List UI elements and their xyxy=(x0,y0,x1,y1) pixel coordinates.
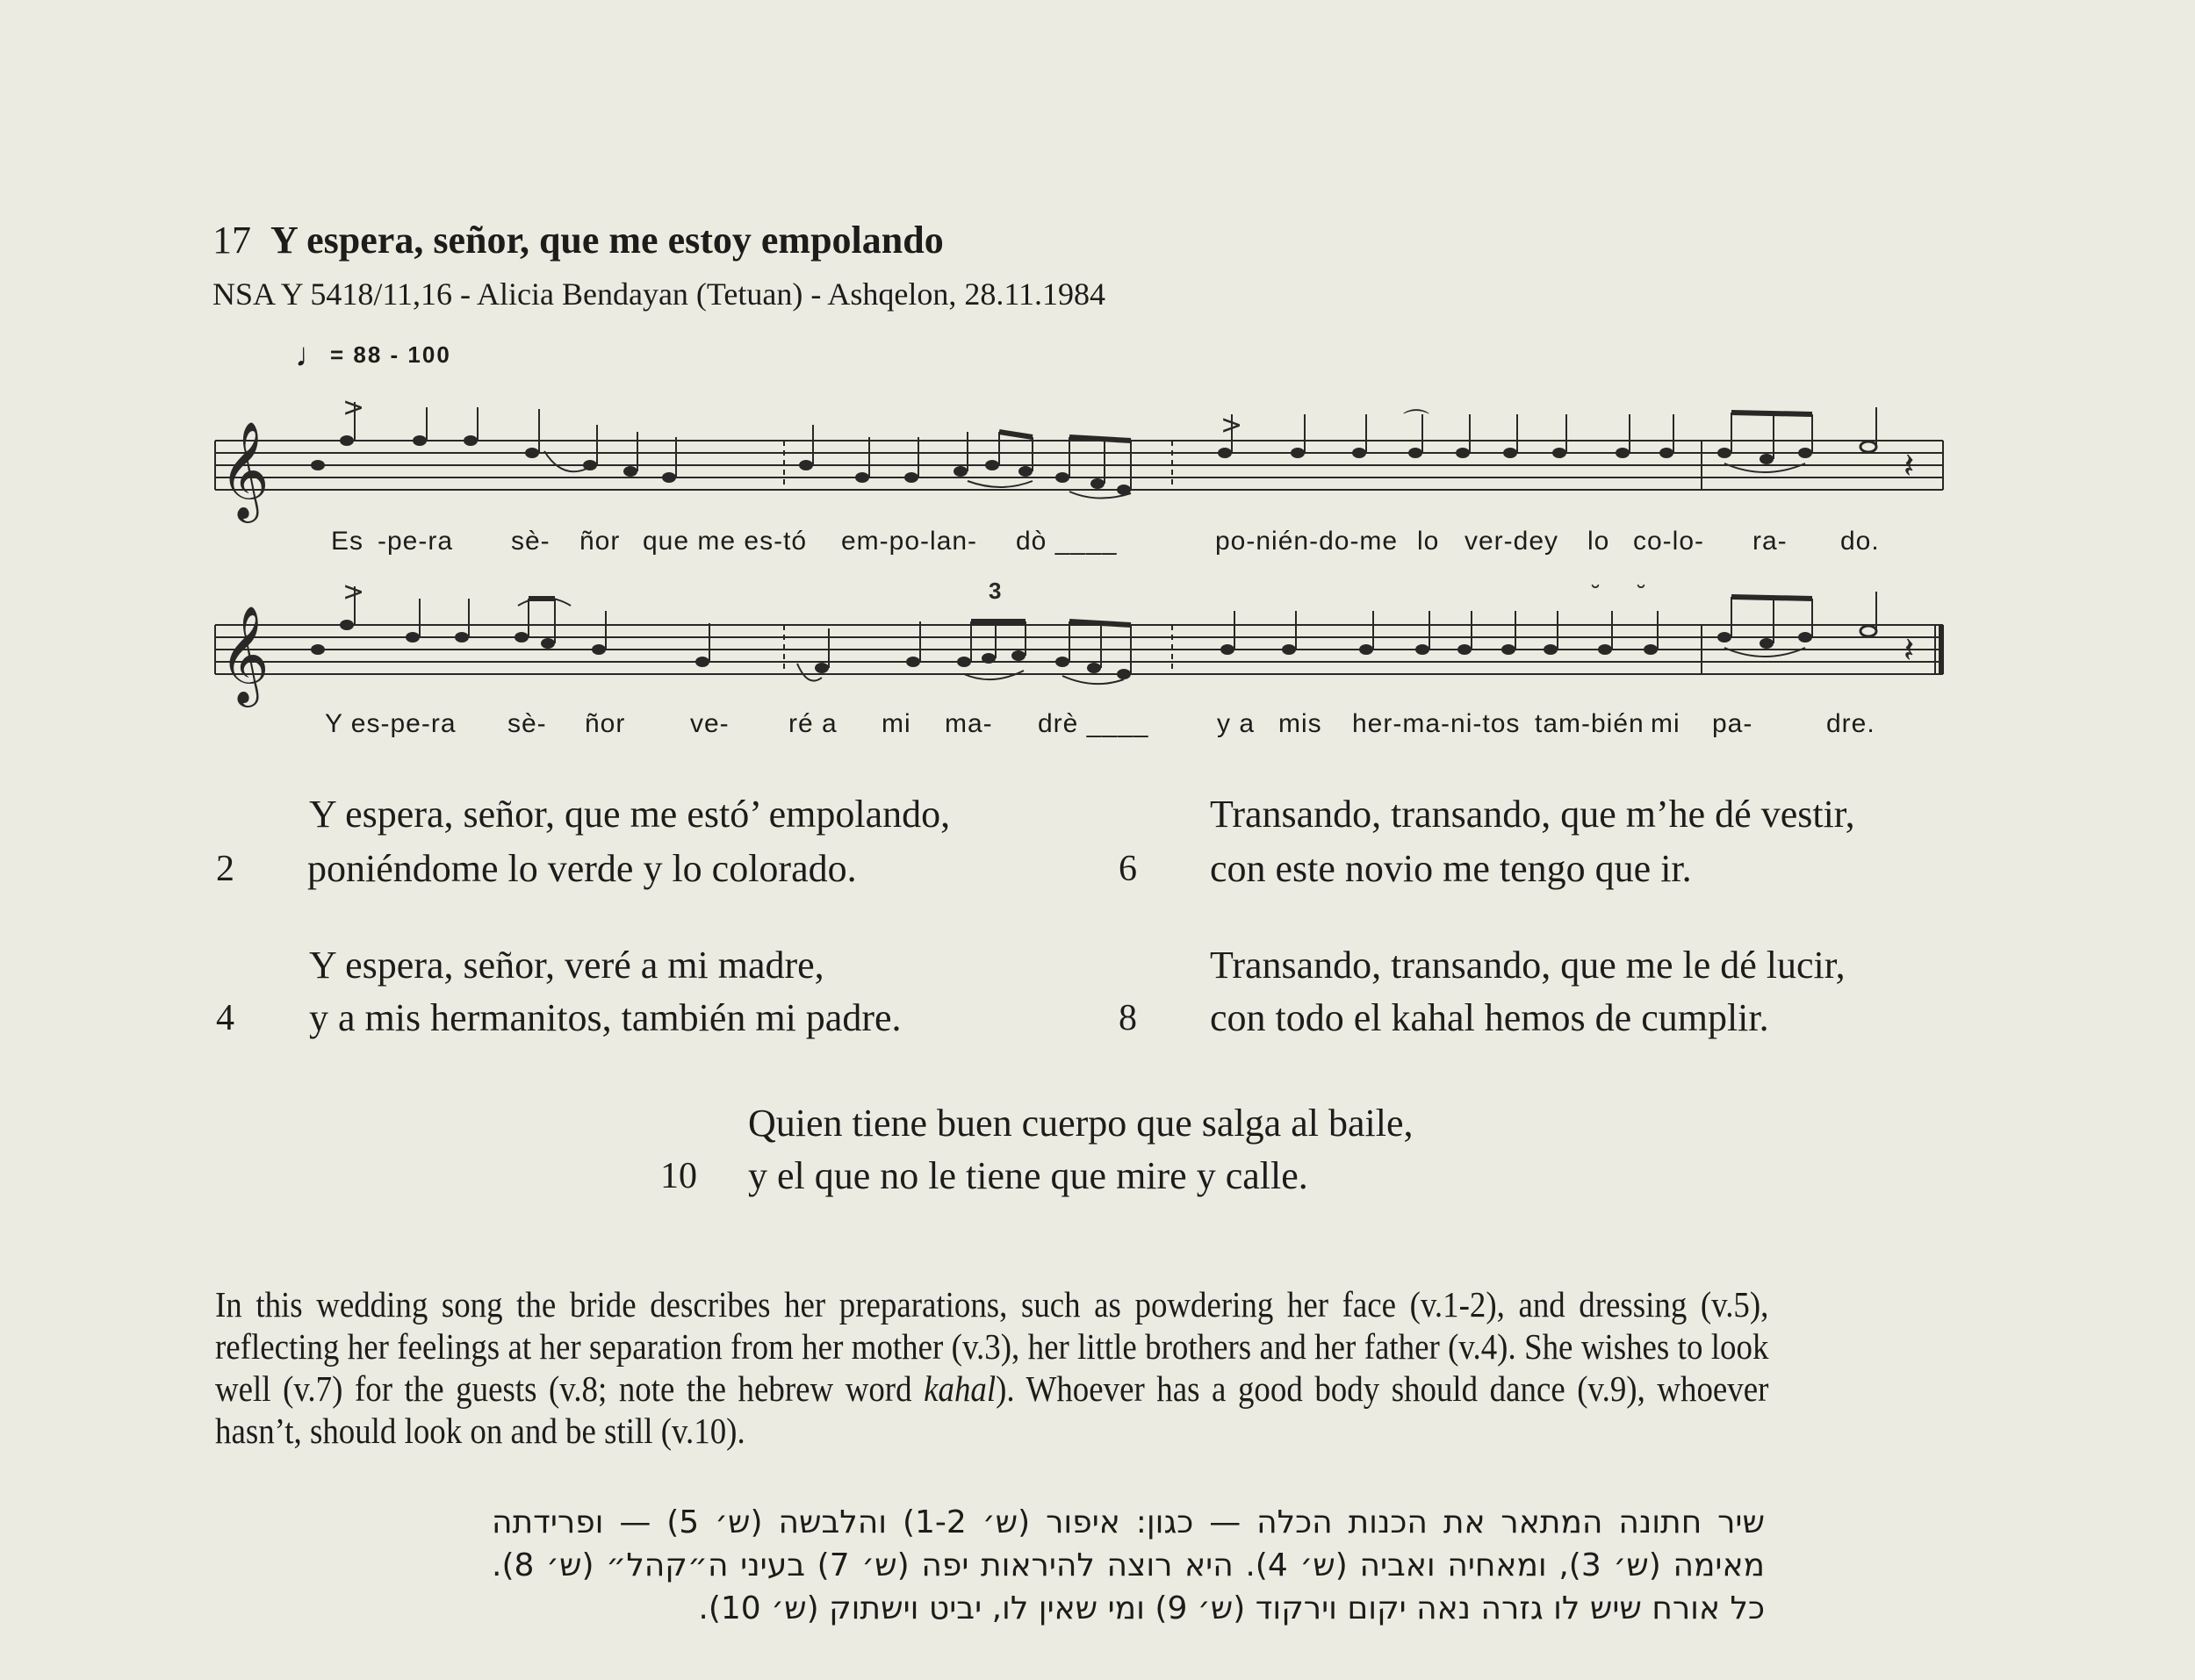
verse-line: con todo el kahal hemos de cumplir. xyxy=(1210,996,1769,1039)
final-barline xyxy=(1939,625,1944,674)
lyric-syllable: lo xyxy=(1587,527,1610,556)
lyric-syllable: mis xyxy=(1278,709,1322,738)
quarter-note-icon: ♩ xyxy=(295,337,330,374)
lyric-syllable: sè- xyxy=(511,527,551,556)
lyric-syllable: Y es-pe-ra xyxy=(325,709,457,738)
lyric-syllable: dre. xyxy=(1826,709,1875,738)
verse-number: 2 xyxy=(216,849,234,889)
hebrew-commentary: שיר חתונה המתאר את הכנות הכלה — כגון: איפור (ש׳ 1-2) והלבשה (ש׳ 5) — ופרידתה מאימה (ש׳ 3), ומאחיה ואביה (ש׳ 4). היא רוצה להיראות יפה (ש׳ 7) בעיני ה״קהל״ (ש׳ 8). כל אורח שיש לו גזרה נאה יקום וירקוד (ש׳ 9) ומי שאין לו, יביט וישתוק (ש׳ 10). xyxy=(492,1504,1765,1626)
triplet-mark: 3 xyxy=(989,578,1002,604)
english-commentary xyxy=(215,1283,1768,1452)
verse-line: poniéndome lo verde y lo colorado. xyxy=(307,847,857,890)
lyric-syllable: ré a xyxy=(788,709,838,738)
verse-line: Transando, transando, que me le dé lucir, xyxy=(1210,944,1846,987)
tempo-text: = 88 - 100 xyxy=(330,341,451,368)
song-source: NSA Y 5418/11,16 - Alicia Bendayan (Tetuan) - Ashqelon, 28.11.1984 xyxy=(212,276,1105,312)
commentary-italic-word: kahal xyxy=(924,1368,997,1409)
lyric-syllable: que me es-tó xyxy=(643,527,808,556)
treble-clef-icon: 𝄞 xyxy=(220,605,270,703)
accent-mark: > xyxy=(1220,410,1243,441)
song-title: Y espera, señor, que me estoy empolando xyxy=(270,219,944,262)
staff-lines xyxy=(215,441,1943,490)
commentary-text: In this wedding song the bride describes her preparations, such as powdering her face (v.1-2), and dressing (v.5), reflecting her feelings at her separation from her mother (v.3), her little brothers and her father (v.4). She wishes to look well (v.7) for the guests (v.8; note the hebrew word xyxy=(215,1284,1769,1409)
rest-icon: 𝄽 xyxy=(1904,446,1915,486)
lyric-syllable: co-lo- xyxy=(1633,527,1705,556)
lyric-syllable: po-nién-do-me xyxy=(1215,527,1399,556)
commentary-text: ). Whoever has a good body should dance (v.9), whoever hasn’t, should look on and be still (v.10). xyxy=(215,1368,1769,1451)
lyric-syllable: pa- xyxy=(1712,709,1753,738)
lyric-syllable: do. xyxy=(1840,527,1880,556)
staff-lines xyxy=(215,625,1943,674)
beams xyxy=(529,597,1812,625)
music-staff-1 xyxy=(0,392,2195,527)
lyric-syllable: tam-bién xyxy=(1535,709,1644,738)
song-number: 17 xyxy=(212,219,251,262)
lyric-syllable: ñor xyxy=(579,527,621,556)
verse-line: con este novio me tengo que ir. xyxy=(1210,847,1692,890)
fermata-mark: ⌒ xyxy=(1403,408,1429,439)
lyric-syllable: dò ____ xyxy=(1016,527,1118,556)
lyric-syllable: ñor xyxy=(585,709,626,738)
verse-line: y a mis hermanitos, también mi padre. xyxy=(309,996,902,1039)
music-staff-2 xyxy=(0,579,2195,711)
lyric-syllable: her-ma-ni-tos xyxy=(1352,709,1521,738)
lyric-syllable: lo xyxy=(1417,527,1440,556)
lyric-syllable: ve- xyxy=(690,709,730,738)
lyric-syllable: mi xyxy=(882,709,911,738)
lyric-syllable: -pe-ra xyxy=(378,527,454,556)
lyric-syllable: y a xyxy=(1217,709,1256,738)
lyric-syllable: ver-dey xyxy=(1465,527,1559,556)
breve-mark: ˘ xyxy=(1635,581,1647,610)
half-note xyxy=(1860,442,1876,452)
verse-line: Transando, transando, que m’he dé vestir, xyxy=(1210,793,1855,836)
verse-number: 4 xyxy=(216,998,234,1038)
verse-line: Y espera, señor, veré a mi madre, xyxy=(309,944,824,987)
verse-line: y el que no le tiene que mire y calle. xyxy=(748,1154,1308,1197)
lyric-syllable: drè ____ xyxy=(1038,709,1149,738)
rest-icon: 𝄽 xyxy=(1904,630,1915,671)
treble-clef-icon: 𝄞 xyxy=(220,420,270,519)
lyric-syllable: em-po-lan- xyxy=(841,527,978,556)
verse-line: Y espera, señor, que me estó’ empolando, xyxy=(309,793,951,836)
verse-line: Quien tiene buen cuerpo que salga al baile, xyxy=(748,1102,1414,1145)
lyric-syllable: ra- xyxy=(1752,527,1788,556)
lyric-syllable: Es xyxy=(331,527,364,556)
tempo-marking xyxy=(295,337,451,375)
verse-number: 6 xyxy=(1119,849,1137,889)
verse-number: 10 xyxy=(660,1156,697,1196)
verse-number: 8 xyxy=(1119,998,1137,1038)
song-heading xyxy=(212,218,944,262)
accent-mark: > xyxy=(342,392,365,423)
half-note xyxy=(1860,626,1876,636)
lyric-syllable: sè- xyxy=(507,709,547,738)
accent-mark: > xyxy=(342,577,365,607)
breve-mark: ˘ xyxy=(1589,581,1601,610)
lyric-syllable: ma- xyxy=(945,709,993,738)
slurs xyxy=(544,451,1805,499)
lyric-syllable: mi xyxy=(1651,709,1680,738)
